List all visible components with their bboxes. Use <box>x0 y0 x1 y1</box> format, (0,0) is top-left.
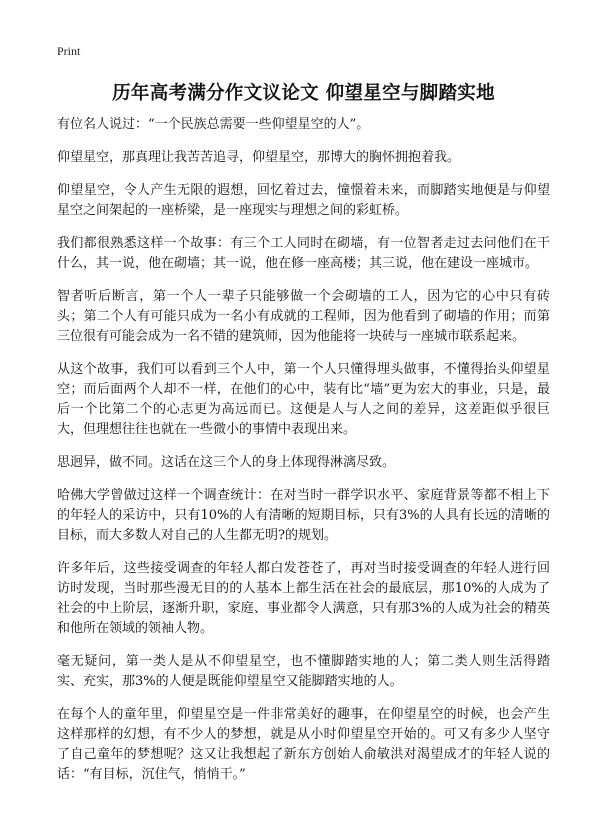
paragraph: 许多年后，这些接受调查的年轻人都白发苍苍了，再对当时接受调查的年轻人进行回访时发现，当时那些漫无目的的人基本上都生活在社会的最底层，那10%的人成为了社会的中上阶层，逐渐升职，家庭、事业都令人满意，只有那3%的人成为社会的精英和他所在领域的领袖人物。 <box>57 561 550 636</box>
paragraph: 思迥异，做不同。这话在这三个人的身上体现得淋漓尽致。 <box>57 455 396 470</box>
article-title: 历年高考满分作文议论文 仰望星空与脚踏实地 <box>112 83 495 104</box>
paragraph: 毫无疑问，第一类人是从不仰望星空，也不懂脚踏实地的人；第二类人则生活得踏实、充实，那3%的人便是既能仰望星空又能脚踏实地的人。 <box>57 654 550 689</box>
paragraph: 从这个故事，我们可以看到三个人中，第一个人只懂得埋头做事，不懂得抬头仰望星空；而后面两个人却不一样，在他们的心中，装有比“墙”更为宏大的事业，只是，最后一个比第二个的心志更为高远而已。这便是人与人之间的差异，这差距似乎很巨大，但理想往往也就在一些微小的事情中表现出来。 <box>57 362 550 437</box>
paragraph: 在每个人的童年里，仰望星空是一件非常美好的趣事，在仰望星空的时候，也会产生这样那样的幻想，有不少人的梦想，就是从小时仰望星空开始的。可又有多少人坚守了自己童年的梦想呢？这又让我想起了新东方创始人俞敏洪对渴望成才的年轻人说的话：“有目标，沉住气，悄悄干。” <box>57 707 550 782</box>
paragraph: 哈佛大学曾做过这样一个调查统计：在对当时一群学识水平、家庭背景等都不相上下的年轻人的采访中，只有10%的人有清晰的短期目标，只有3%的人具有长远的清晰的目标，而大多数人对自己的人生都无明?的规划。 <box>57 488 550 543</box>
paragraph: 智者听后断言，第一个人一辈子只能够做一个会砌墙的工人，因为它的心中只有砖头；第二个人有可能只成为一名小有成就的工程师，因为他看到了砌墙的作用；而第三位很有可能会成为一名不错的建筑师，因为他能将一块砖与一座城市联系起来。 <box>57 289 550 344</box>
article-body <box>57 115 550 785</box>
paragraph: 仰望星空，令人产生无限的遐想，回忆着过去，憧憬着未来，而脚踏实地便是与仰望星空之间架起的一座桥梁，是一座现实与理想之间的彩虹桥。 <box>57 183 550 218</box>
paragraph: 仰望星空，那真理让我苦苦追寻，仰望星空，那博大的胸怀拥抱着我。 <box>57 150 461 165</box>
paragraph: 有位名人说过：“一个民族总需要一些仰望星空的人”。 <box>57 117 370 132</box>
paragraph: 我们都很熟悉这样一个故事：有三个工人同时在砌墙，有一位智者走过去问他们在干什么，其一说，他在砌墙；其一说，他在修一座高楼；其三说，他在建设一座城市。 <box>57 236 550 271</box>
print-link[interactable]: Print <box>57 44 81 58</box>
